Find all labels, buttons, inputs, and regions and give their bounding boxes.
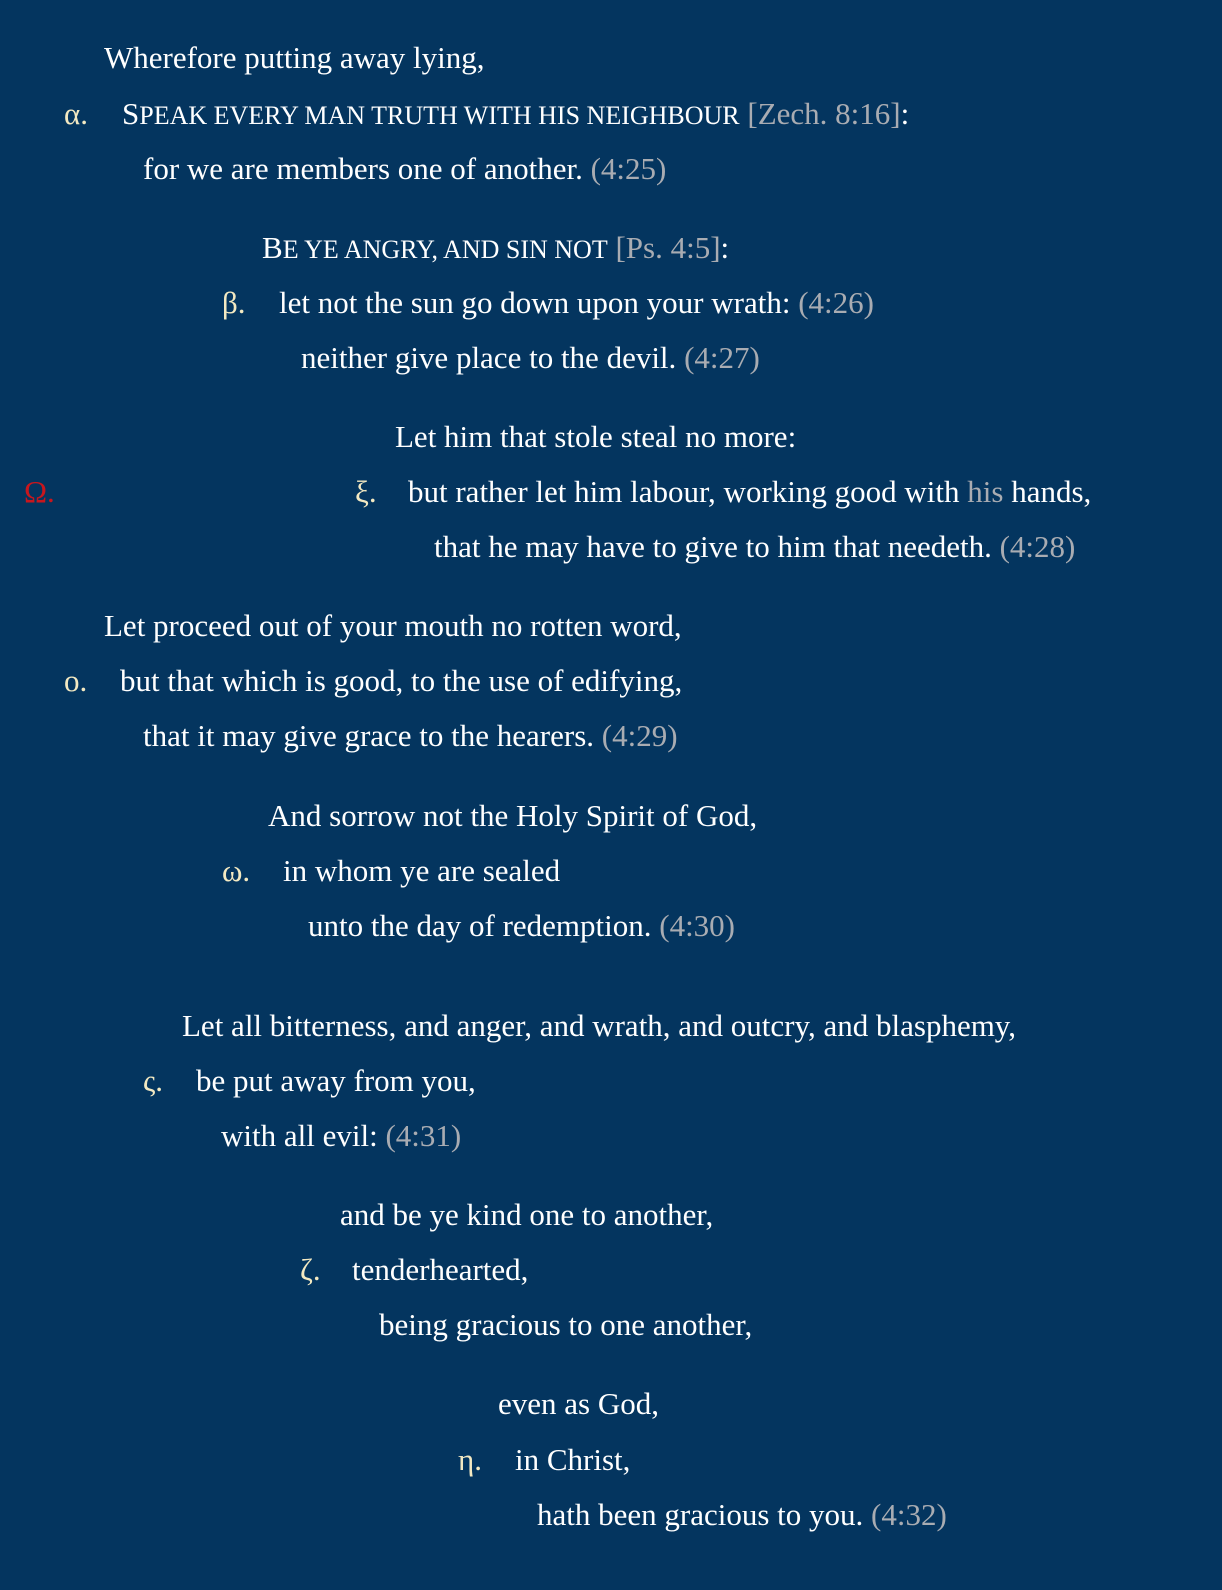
verse-line: SPEAK EVERY MAN TRUTH WITH HIS NEIGHBOUR [Zech. 8:16]:: [122, 96, 910, 131]
verse-line: let not the sun go down upon your wrath: (4:26): [279, 285, 874, 320]
verse-reference: (4:26): [798, 285, 874, 320]
verse-line: Let proceed out of your mouth no rotten word,: [104, 608, 682, 643]
chiasm-marker-beta: β.: [222, 285, 246, 320]
verse-line: that he may have to give to him that needeth. (4:28): [434, 529, 1076, 564]
verse-line: for we are members one of another. (4:25): [143, 151, 667, 186]
verse-reference: (4:32): [871, 1497, 947, 1532]
verse-line: with all evil: (4:31): [221, 1118, 462, 1153]
verse-line: but rather let him labour, working good with his hands,: [408, 474, 1092, 509]
verse-line: And sorrow not the Holy Spirit of God,: [268, 798, 758, 833]
verse-reference: (4:25): [590, 151, 667, 186]
verse-line: even as God,: [498, 1386, 659, 1421]
chiasm-marker-omega: ω.: [222, 853, 251, 888]
verse-reference: (4:27): [684, 340, 760, 375]
verse-line: and be ye kind one to another,: [340, 1197, 714, 1232]
verse-line: but that which is good, to the use of edifying,: [120, 663, 683, 698]
chiasm-center-marker-omega: Ω.: [24, 474, 55, 509]
verse-line: Let all bitterness, and anger, and wrath, and outcry, and blasphemy,: [182, 1008, 1017, 1043]
scripture-reference: [Ps. 4:5]: [615, 230, 721, 265]
verse-reference: (4:29): [601, 718, 678, 753]
verse-line: be put away from you,: [196, 1063, 476, 1098]
verse-reference: (4:30): [659, 908, 736, 943]
verse-reference: (4:28): [999, 529, 1076, 564]
verse-line: that it may give grace to the hearers. (4:29): [143, 718, 678, 753]
italic-supplied-word: his: [967, 474, 1004, 509]
verse-line: in whom ye are sealed: [283, 853, 561, 888]
verse-line: Let him that stole steal no more:: [395, 419, 797, 454]
verse-line: being gracious to one another,: [379, 1307, 753, 1342]
verse-line: in Christ,: [515, 1442, 631, 1477]
verse-line: BE YE ANGRY, AND SIN NOT [Ps. 4:5]:: [262, 230, 730, 265]
chiasm-marker-zeta: ζ.: [300, 1252, 321, 1287]
chiasm-marker-eta: η.: [458, 1442, 482, 1477]
verse-line: Wherefore putting away lying,: [104, 40, 485, 75]
verse-line: neither give place to the devil. (4:27): [301, 340, 760, 375]
verse-reference: (4:31): [385, 1118, 462, 1153]
scripture-reference: [Zech. 8:16]: [747, 96, 901, 131]
chiasm-marker-sigma: ς.: [143, 1063, 164, 1098]
chiasm-marker-alpha: α.: [64, 96, 88, 131]
verse-line: hath been gracious to you. (4:32): [537, 1497, 947, 1532]
chiasm-marker-omicron: ο.: [64, 663, 88, 698]
chiasm-marker-xi: ξ.: [355, 474, 377, 509]
verse-line: unto the day of redemption. (4:30): [308, 908, 736, 943]
verse-line: tenderhearted,: [352, 1252, 529, 1287]
